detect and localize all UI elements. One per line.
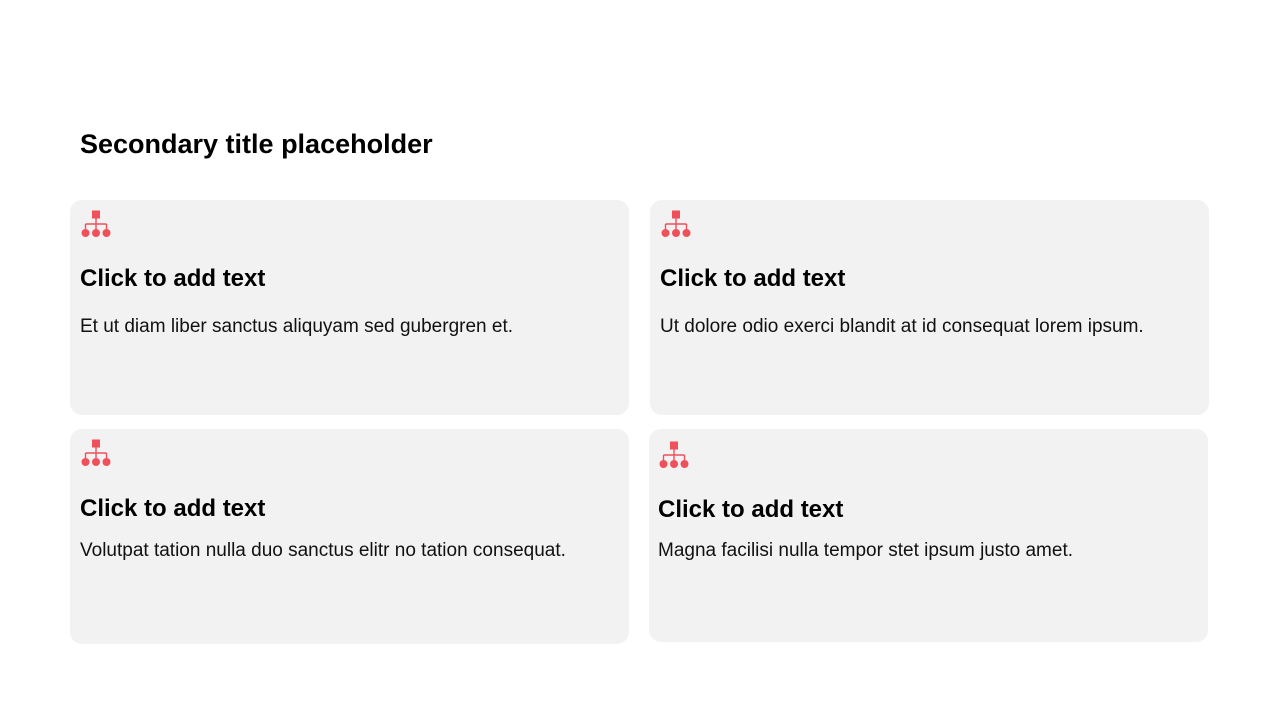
card-heading[interactable]: Click to add text [660,265,846,292]
card-body-text[interactable]: Volutpat tation nulla duo sanctus elitr no tation consequat. [80,540,566,561]
slide-title[interactable]: Secondary title placeholder [80,129,433,159]
card-body-text[interactable]: Magna facilisi nulla tempor stet ipsum justo amet. [658,540,1074,561]
card-heading[interactable]: Click to add text [80,265,266,292]
card-4[interactable] [649,429,1208,642]
card-heading[interactable]: Click to add text [658,496,844,523]
hierarchy-icon [81,210,111,238]
hierarchy-icon [659,441,689,469]
hierarchy-icon [81,439,111,467]
card-3[interactable] [70,429,629,644]
card-body-text[interactable]: Ut dolore odio exerci blandit at id consequat lorem ipsum. [660,316,1144,337]
card-1[interactable] [70,200,629,415]
hierarchy-icon [661,210,691,238]
card-2[interactable] [650,200,1209,415]
card-heading[interactable]: Click to add text [80,495,266,522]
card-body-text[interactable]: Et ut diam liber sanctus aliquyam sed gubergren et. [80,316,514,337]
